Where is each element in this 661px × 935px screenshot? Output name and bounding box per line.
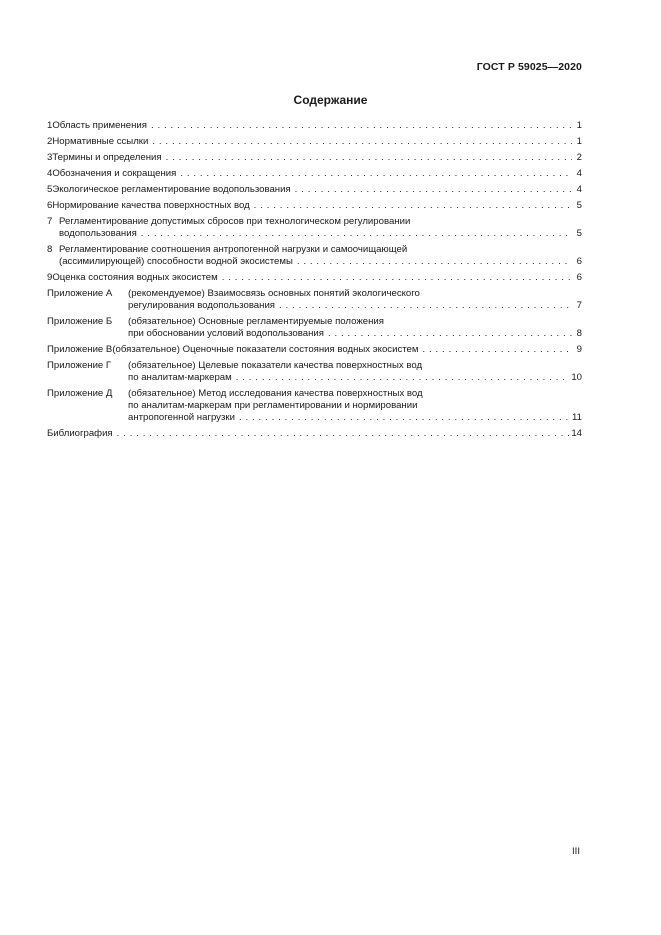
toc-entry-text: Регламентирование соотношения антропогенной нагрузки и самоочищающей: [59, 244, 408, 255]
toc-line: [47, 428, 582, 440]
toc-page-number: 7: [576, 300, 582, 311]
section-number: 1: [47, 120, 53, 131]
toc-page-number: 5: [576, 228, 582, 239]
toc-page-number: 6: [576, 256, 582, 267]
toc-section-entry[interactable]: [47, 168, 582, 180]
toc-section-entry[interactable]: [47, 244, 582, 268]
dot-leader: [239, 412, 570, 424]
dot-leader: [254, 200, 572, 212]
toc-section-entry[interactable]: [47, 272, 582, 284]
toc-appendix-entry[interactable]: [47, 288, 582, 312]
toc-line: [47, 272, 582, 284]
toc-page-number: 4: [576, 168, 582, 179]
toc-section-entry[interactable]: [47, 120, 582, 132]
section-number: 6: [47, 200, 53, 211]
toc-entry-text: (обязательное) Метод исследования качества поверхностных вод: [128, 388, 423, 399]
toc-entry-text: по аналитам-маркерам при регламентировании и нормировании: [128, 400, 418, 411]
dot-leader: [180, 168, 572, 180]
section-number: 7: [47, 216, 53, 227]
toc-entry-text: регулирования водопользования: [128, 300, 275, 311]
section-number: 4: [47, 168, 53, 179]
appendix-label: Приложение Д: [47, 388, 113, 399]
toc-entry-text: Область применения: [52, 120, 147, 131]
dot-leader: [151, 120, 572, 132]
toc-line: [47, 256, 582, 268]
section-number: 8: [47, 244, 53, 255]
toc-line: [47, 216, 582, 228]
dot-leader: [166, 152, 572, 164]
toc-line: [47, 412, 582, 424]
toc-entry-text: (обязательное) Оценочные показатели состояния водных экосистем: [112, 344, 419, 355]
section-number: 9: [47, 272, 53, 283]
toc-line: [47, 168, 582, 180]
toc-line: [47, 244, 582, 256]
section-number: 3: [47, 152, 53, 163]
dot-leader: [279, 300, 572, 312]
toc-entry-text: Нормирование качества поверхностных вод: [52, 200, 250, 211]
toc-line: [47, 372, 582, 384]
section-number: 2: [47, 136, 53, 147]
toc-line: [47, 228, 582, 240]
toc-line: [47, 120, 582, 132]
toc-line: [47, 360, 582, 372]
dot-leader: [236, 372, 570, 384]
toc-entry-text: (рекомендуемое) Взаимосвязь основных понятий экологического: [128, 288, 420, 299]
toc-entry-text: Экологическое регламентирование водопользования: [52, 184, 291, 195]
toc-entry-text: (обязательное) Целевые показатели качества поверхностных вод: [128, 360, 423, 371]
toc-appendix-entry[interactable]: [47, 344, 582, 356]
toc-section-entry[interactable]: [47, 152, 582, 164]
toc-line: [47, 184, 582, 196]
dot-leader: [295, 184, 572, 196]
toc-page-number: 11: [572, 412, 582, 423]
bibliography-label: Библиография: [47, 428, 113, 439]
toc-entry-text: по аналитам-маркерам: [128, 372, 232, 383]
toc-entry-text: Оценка состояния водных экосистем: [52, 272, 218, 283]
toc-entry-text: антропогенной нагрузки: [128, 412, 235, 423]
toc-page-number: 5: [576, 200, 582, 211]
toc-section-entry[interactable]: [47, 184, 582, 196]
toc-entry-text: (обязательное) Основные регламентируемые положения: [128, 316, 384, 327]
toc-appendix-entry[interactable]: [47, 316, 582, 340]
toc-page-number: 8: [576, 328, 582, 339]
dot-leader: [152, 136, 572, 148]
toc-page-number: 14: [571, 428, 582, 439]
toc-line: [47, 152, 582, 164]
dot-leader: [117, 428, 570, 440]
dot-leader: [297, 256, 572, 268]
toc-entry-text: (ассимилирующей) способности водной экосистемы: [59, 256, 293, 267]
toc-page-number: 1: [576, 136, 582, 147]
toc-page-number: 10: [571, 372, 582, 383]
toc-entry-text: Термины и определения: [52, 152, 162, 163]
dot-leader: [328, 328, 572, 340]
toc-entry-text: Нормативные ссылки: [52, 136, 149, 147]
toc-appendix-entry[interactable]: [47, 360, 582, 384]
toc-section-entry[interactable]: [47, 200, 582, 212]
toc-section-entry[interactable]: [47, 136, 582, 148]
appendix-label: Приложение Г: [47, 360, 112, 371]
toc-line: [47, 344, 582, 356]
toc-line: [47, 288, 582, 300]
toc-line: [47, 200, 582, 212]
toc-entry-text: водопользования: [59, 228, 137, 239]
toc-bibliography-entry[interactable]: [47, 428, 582, 440]
toc-line: [47, 316, 582, 328]
toc-entry-text: при обосновании условий водопользования: [128, 328, 324, 339]
toc-page-number: 1: [576, 120, 582, 131]
toc-page-number: 2: [576, 152, 582, 163]
toc-appendix-entry[interactable]: [47, 388, 582, 424]
toc-entry-text: Регламентирование допустимых сбросов при технологическом регулировании: [59, 216, 411, 227]
appendix-label: Приложение В: [47, 344, 113, 355]
toc-line: [47, 136, 582, 148]
dot-leader: [422, 344, 572, 356]
dot-leader: [141, 228, 572, 240]
toc-line: [47, 388, 582, 400]
toc-page-number: 6: [576, 272, 582, 283]
table-of-contents: [47, 120, 582, 444]
toc-entry-text: Обозначения и сокращения: [52, 168, 177, 179]
appendix-label: Приложение А: [47, 288, 113, 299]
toc-section-entry[interactable]: [47, 216, 582, 240]
toc-page-number: 4: [576, 184, 582, 195]
section-number: 5: [47, 184, 53, 195]
page-number: III: [572, 846, 580, 857]
toc-line: [47, 328, 582, 340]
document-id: ГОСТ Р 59025—2020: [476, 61, 582, 73]
toc-line: [47, 300, 582, 312]
toc-title: Содержание: [293, 93, 368, 107]
dot-leader: [222, 272, 572, 284]
toc-line: [47, 400, 582, 412]
toc-page-number: 9: [576, 344, 582, 355]
appendix-label: Приложение Б: [47, 316, 113, 327]
